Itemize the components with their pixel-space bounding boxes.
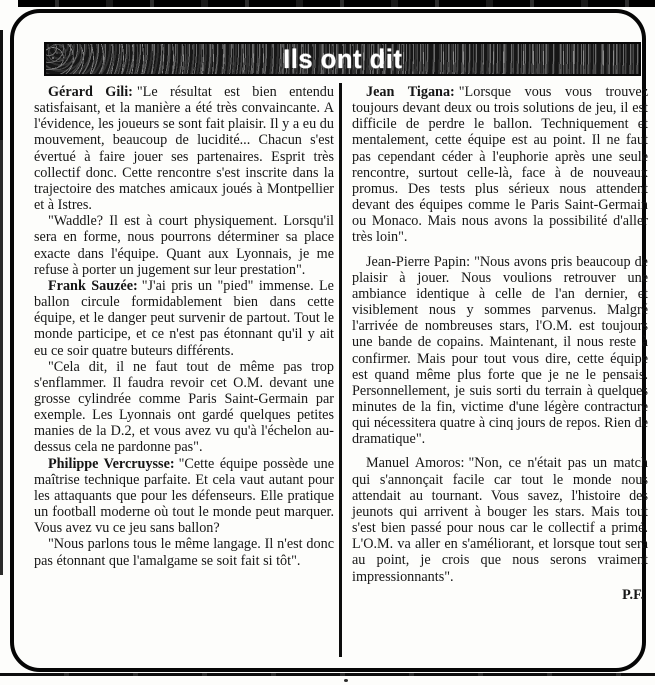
quote-text: "Non, ce n'était pas un match qui s'annonçait facile car tout le monde nous attendait au tournant. Vous savez, l'histoire des jeunots qui arrivent à bouger les stars. Mais tout s'est bien passé pour nous car le collectif a primé. L'O.M. va aller en s'améliorant, et lorsque tout sera au point, je crois que nous serons vraiment impressionnants".	[352, 455, 648, 585]
scan-artifact-top-strip	[18, 0, 655, 7]
section-title-banner	[44, 42, 641, 76]
quote-jean-pierre-papin	[352, 254, 648, 448]
section-title: Ils ont dit	[282, 43, 403, 74]
quote-text: "Cela dit, il ne faut tout de même pas trop s'enflammer. Il faudra revoir cet O.M. devant une grosse cylindrée comme Paris Saint-Germain par exemple. Les Lyonnais ont gardé quelques petites manies de la D.2, et vous avez vu qu'à l'échelon au-dessus cela ne pardonne pas".	[34, 358, 334, 456]
quote-philippe-vercruysse	[34, 456, 334, 537]
column-right	[352, 84, 648, 603]
scan-artifact-bottom-line	[0, 673, 655, 676]
scan-artifact-left-edge	[0, 30, 3, 575]
speaker-name-tigana: Jean Tigana:	[366, 84, 455, 100]
quote-vercruysse-langage	[34, 536, 334, 568]
quote-sauzee-cela-dit	[34, 359, 334, 456]
quote-manuel-amoros	[352, 455, 648, 584]
speaker-name-gili: Gérard Gili:	[48, 84, 133, 100]
quote-jean-tigana	[352, 84, 648, 246]
quote-text: "J'ai pris un "pied" immense. Le ballon circule formidablement bien dans cette équipe, et le danger peut survenir de partout. Tout le monde participe, et ce n'est pas étonnant qu'il y ait eu ce soir quatre buteurs différents.	[34, 277, 334, 359]
quote-gerard-gili	[34, 84, 334, 213]
speaker-name-vercruysse: Philippe Vercruysse:	[48, 455, 175, 472]
quote-text: "Le résultat est bien entendu satisfaisant, et la manière a été très convaincante. A l'évidence, les joueurs se sont fait plaisir. Il y a eu du mouvement, beaucoup de lucidité... Chacun s'est évertué à faire jouer ses partenaires. Esprit très collectif donc. Cette rencontre s'est inscrite dans la trajectoire des matches amicaux joués à Montpellier et à Istres.	[34, 84, 334, 214]
byline-initials: P.F.	[622, 586, 644, 603]
speaker-name-sauzee: Frank Sauzée:	[48, 277, 138, 294]
quote-text: "Nous avons pris beaucoup de plaisir à jouer. Nous voulions retrouver une ambiance identique à celle de l'an dernier, et visiblement nous y sommes parvenus. Malgré l'arrivée de nombreuses stars, l'O.M. est toujours une bande de copains. Maintenant, il nous reste à confirmer. Mais pour tout vous dire, cette équipe est quand même plus forte que je ne le pensais. Personnellement, je suis sorti du terrain à quelques minutes de la fin, victime d'une légère contracture qui nécessitera quatre à cinq jours de repos. Rien de dramatique".	[352, 253, 648, 448]
column-left	[34, 84, 334, 569]
scan-artifact-dot	[344, 679, 348, 682]
quote-frank-sauzee	[34, 278, 334, 359]
quote-text: "Waddle? Il est à court physiquement. Lorsqu'il sera en forme, nous pourrons déterminer sa place exacte dans l'équipe. Quant aux Lyonnais, je me refuse à porter un jugement sur leur prestation".	[34, 213, 334, 278]
quote-text: "Nous parlons tous le même langage. Il n'est donc pas étonnant que l'amalgame se soit fait si tôt".	[34, 536, 334, 569]
quote-gili-waddle	[34, 213, 334, 278]
article-frame	[10, 9, 646, 672]
quote-text: "Lorsque vous vous trouvez toujours devant deux ou trois solutions de jeu, il est difficile de perdre le ballon. Techniquement et mentalement, cette équipe est au point. Il ne faut pas cependant céder à l'euphorie après une seule rencontre, surtout celle-là, face à de nouveaux promus. Des tests plus sérieux nous attendent devant des équipes comme le Paris Saint-Germain ou Monaco. Mais nous avons la possibilité d'aller très loin".	[352, 84, 648, 246]
column-divider	[339, 83, 342, 657]
quote-text: "Cette équipe possède une maîtrise technique parfaite. Et cela vaut autant pour les attaquants que pour les défenseurs. Elle pratique un football moderne où tout le monde peut marquer. Vous avez vu ce jeu sans ballon?	[34, 455, 334, 537]
speaker-name-amoros: Manuel Amoros:	[366, 455, 465, 472]
speaker-name-papin: Jean-Pierre Papin:	[366, 253, 471, 270]
